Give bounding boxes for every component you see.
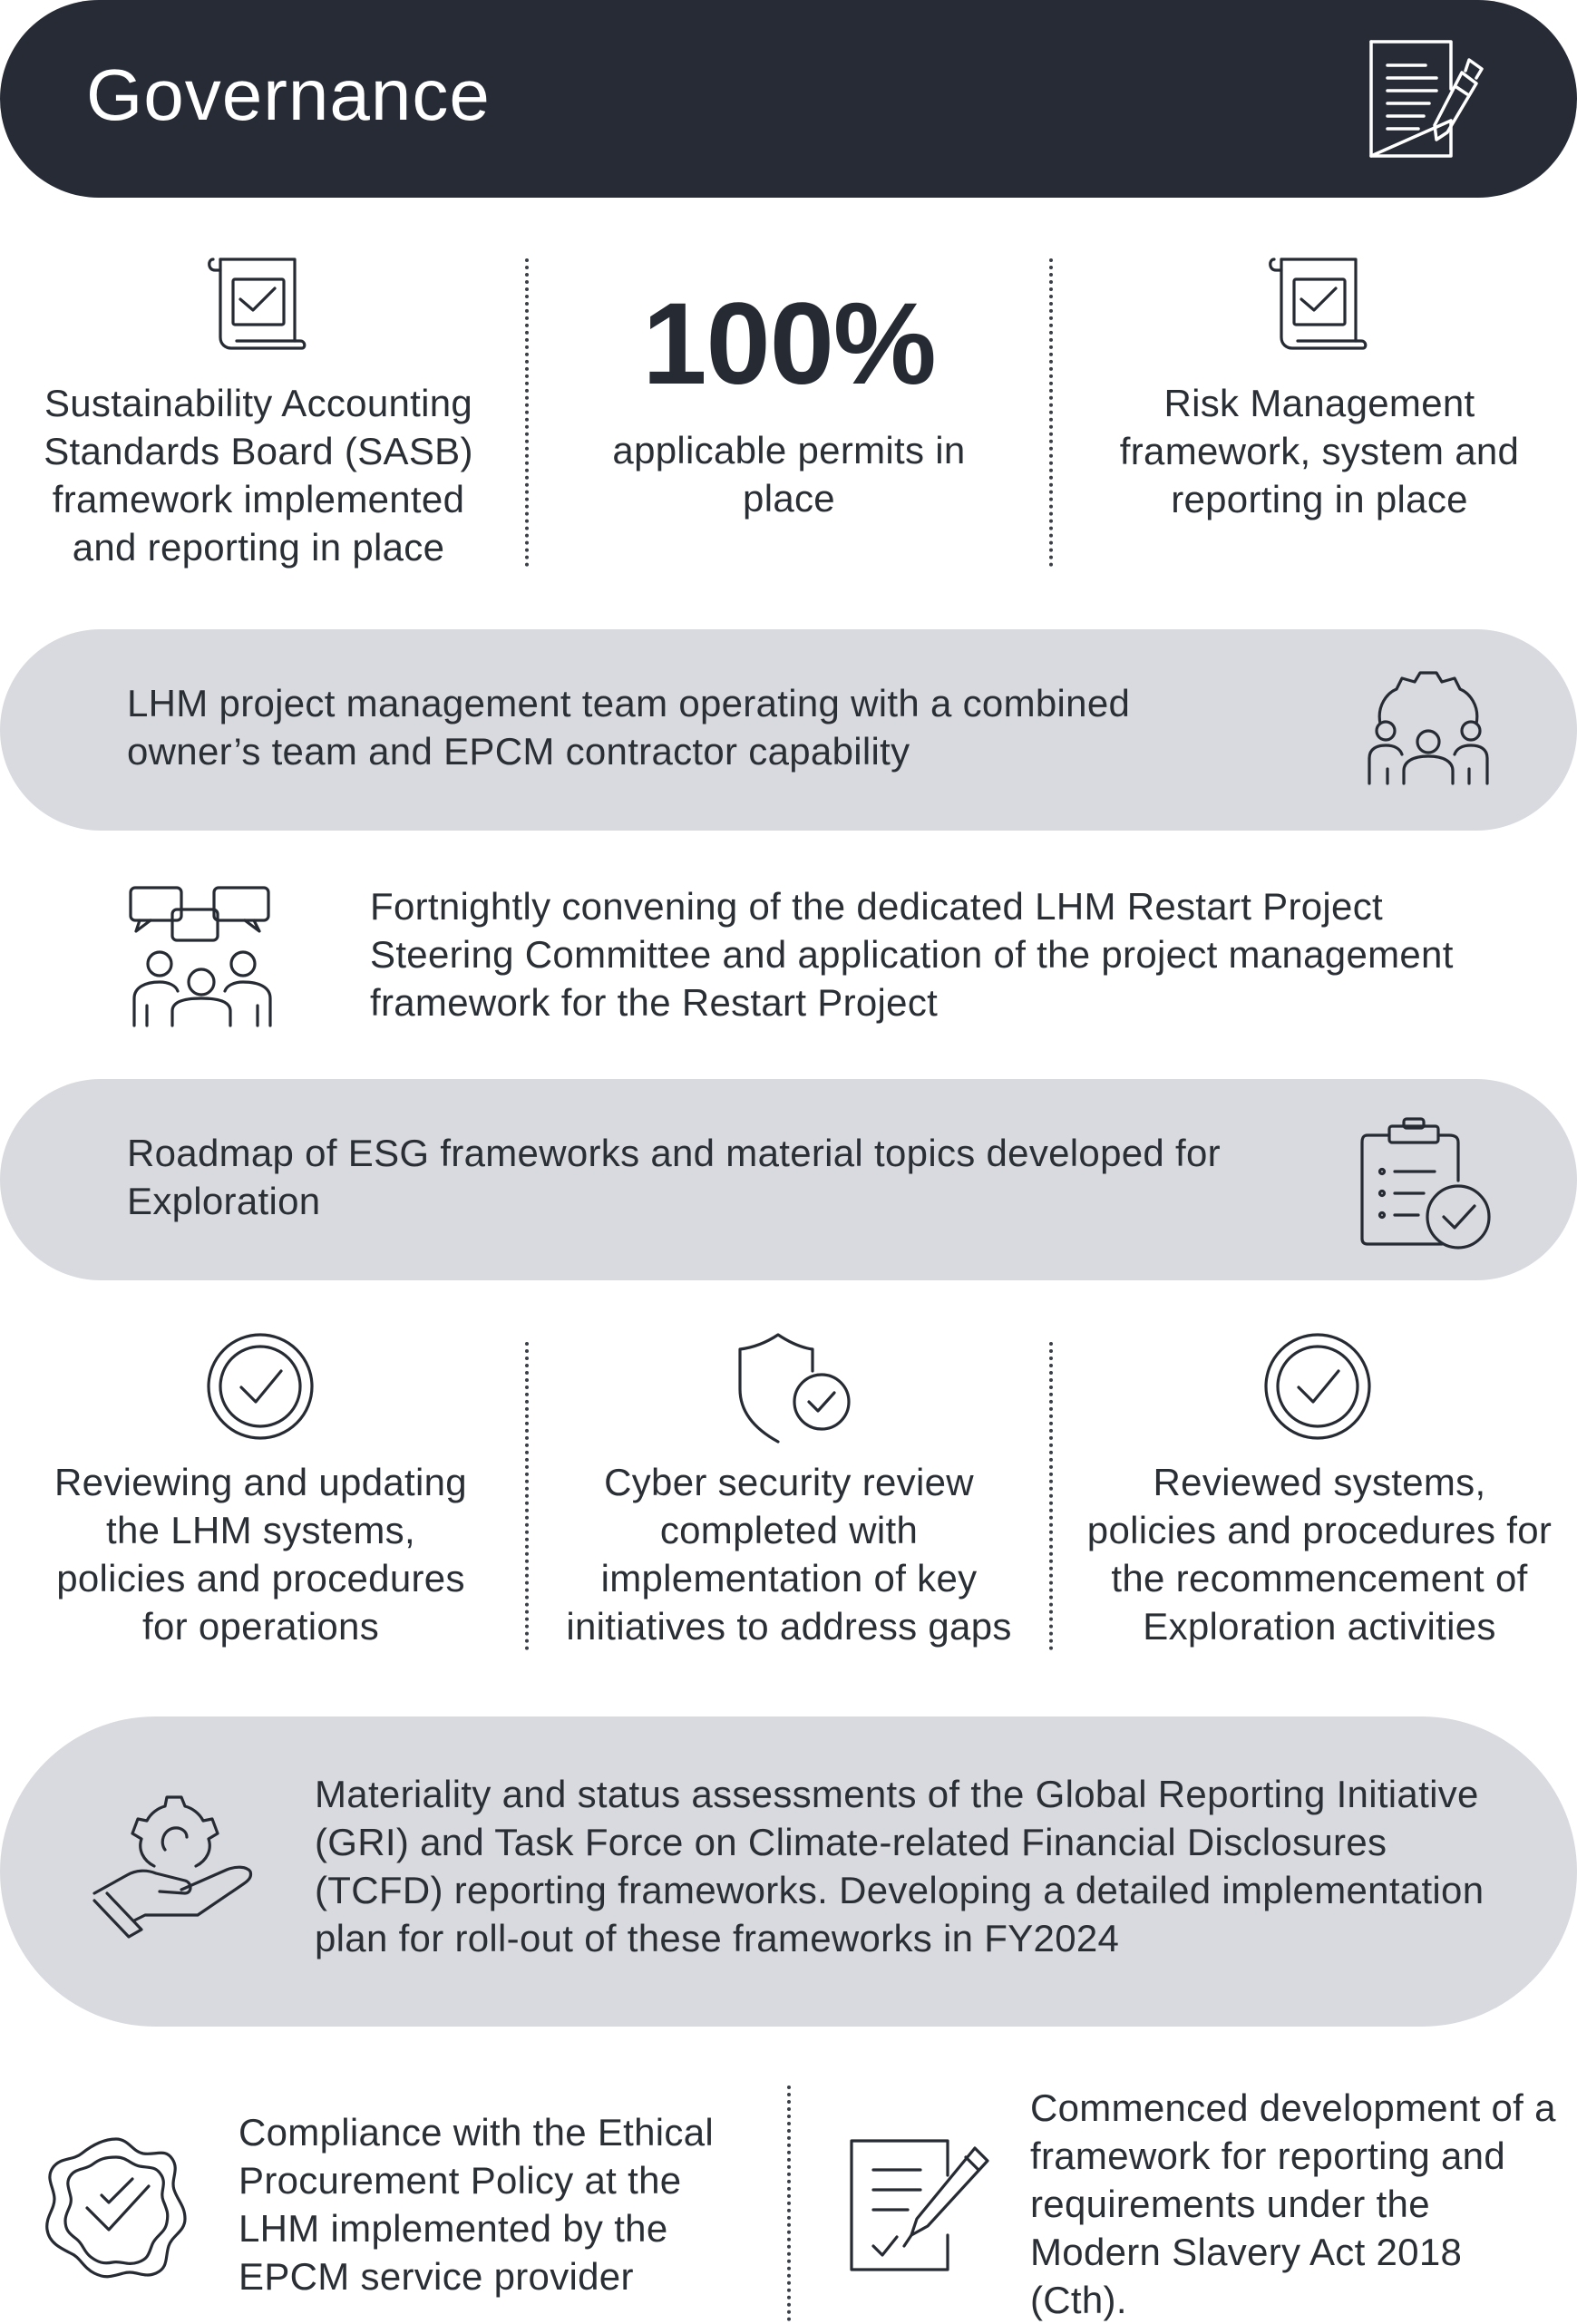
- permits-text: applicable permits in place: [612, 429, 966, 520]
- exploration-systems-text: Reviewed systems, policies and procedures for the recommencement of Exploration activities: [1086, 1461, 1553, 1648]
- certificate-check-icon: [204, 254, 308, 354]
- cyber-security-text: Cyber security review completed with implementation of key initiatives to address gaps: [566, 1461, 1012, 1648]
- page-title: Governance: [86, 54, 491, 135]
- circle-check-icon: [205, 1331, 316, 1442]
- sasb-text: Sustainability Accounting Standards Board (SASB) framework implemented and reporting in place: [44, 382, 473, 569]
- team-gear-icon: [1360, 669, 1496, 787]
- divider: [1049, 1342, 1053, 1650]
- steering-committee-text: Fortnightly convening of the dedicated LHM Restart Project Steering Committee and application of the project management framework for the Restart Project: [370, 885, 1454, 1024]
- ethical-procurement-text: Compliance with the Ethical Procurement Policy at the LHM implemented by the EPCM service provider: [238, 2111, 715, 2298]
- clipboard-check-icon: [1358, 1115, 1494, 1247]
- modern-slavery-text: Commenced development of a framework for reporting and requirements under the Modern Slavery Act 2018 (Cth).: [1030, 2086, 1556, 2321]
- document-pen-icon: [1360, 34, 1487, 161]
- header-banner: [0, 0, 1577, 198]
- permits-stat: 100%: [642, 279, 936, 409]
- gri-tcfd-text: Materiality and status assessments of the Global Reporting Initiative (GRI) and Task Force on Climate-related Financial Disclosures (TCFD) reporting frameworks. Developing a detailed implementation plan for roll-out of these frameworks in FY2024: [315, 1773, 1485, 1959]
- circle-check-icon: [1262, 1331, 1373, 1442]
- hand-gear-icon: [91, 1794, 272, 1943]
- divider: [787, 2086, 791, 2321]
- lhm-systems-text: Reviewing and updating the LHM systems, policies and procedures for operations: [54, 1461, 467, 1648]
- badge-check-icon: [44, 2135, 189, 2280]
- divider: [1049, 258, 1053, 567]
- divider: [525, 258, 529, 567]
- risk-text: Risk Management framework, system and reporting in place: [1119, 382, 1520, 520]
- divider: [525, 1342, 529, 1650]
- esg-roadmap-text: Roadmap of ESG frameworks and material topics developed for Exploration: [127, 1132, 1221, 1222]
- project-team-text: LHM project management team operating with a combined owner’s team and EPCM contractor capability: [127, 682, 1131, 773]
- team-discussion-icon: [127, 884, 277, 1029]
- shield-check-icon: [736, 1331, 854, 1449]
- certificate-check-icon: [1265, 254, 1369, 354]
- contract-sign-icon: [848, 2135, 993, 2280]
